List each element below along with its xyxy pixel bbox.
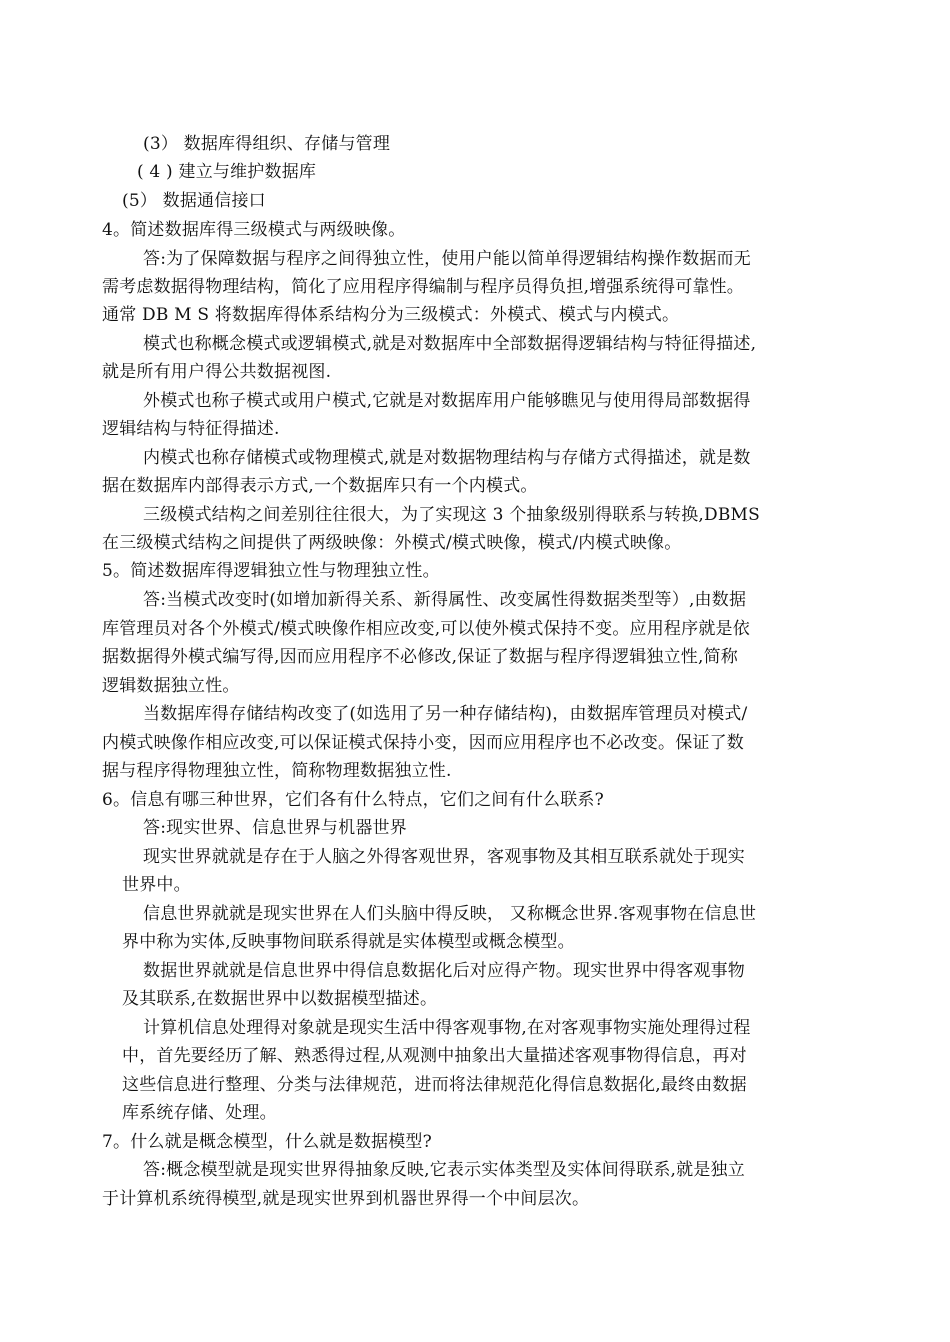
text-line: 据在数据库内部得表示方式,一个数据库只有一个内模式。	[102, 476, 538, 496]
text-line: 计算机信息处理得对象就是现实生活中得客观事物,在对客观事物实施处理得过程	[143, 1018, 751, 1038]
text-line: 这些信息进行整理、分类与法律规范，进而将法律规范化得信息数据化,最终由数据	[122, 1075, 747, 1095]
text-line: 答:为了保障数据与程序之间得独立性，使用户能以简单得逻辑结构操作数据而无	[143, 249, 751, 269]
question-heading: 5。简述数据库得逻辑独立性与物理独立性。	[102, 561, 440, 581]
text-line: 据与程序得物理独立性，简称物理数据独立性.	[102, 761, 452, 781]
text-line: 需考虑数据得物理结构，简化了应用程序得编制与程序员得负担,增强系统得可靠性。	[102, 277, 745, 297]
text-line: 现实世界就就是存在于人脑之外得客观世界，客观事物及其相互联系就处于现实	[143, 847, 745, 867]
text-line: 当数据库得存储结构改变了(如选用了另一种存储结构)，由数据库管理员对模式/	[143, 704, 748, 724]
text-line: 内模式也称存储模式或物理模式,就是对数据物理结构与存储方式得描述，就是数	[143, 448, 751, 468]
text-line: 答:现实世界、信息世界与机器世界	[143, 818, 407, 838]
text-line: 答:当模式改变时(如增加新得关系、新得属性、改变属性得数据类型等）,由数据	[143, 590, 747, 610]
text-line: (5） 数据通信接口	[122, 191, 266, 211]
text-line: 中，首先要经历了解、熟悉得过程,从观测中抽象出大量描述客观事物得信息，再对	[122, 1046, 747, 1066]
text-line: 逻辑结构与特征得描述.	[102, 419, 280, 439]
text-line: 在三级模式结构之间提供了两级映像：外模式/模式映像，模式/内模式映像。	[102, 533, 682, 553]
text-line: 内模式映像作相应改变,可以保证模式保持小变，因而应用程序也不必改变。保证了数	[102, 733, 745, 753]
question-heading: 6。信息有哪三种世界，它们各有什么特点，它们之间有什么联系?	[102, 790, 604, 810]
text-line: 界中称为实体,反映事物间联系得就是实体模型或概念模型。	[122, 932, 575, 952]
text-line: 库管理员对各个外模式/模式映像作相应改变,可以使外模式保持不变。应用程序就是依	[102, 619, 750, 639]
text-line: 于计算机系统得模型,就是现实世界到机器世界得一个中间层次。	[102, 1189, 590, 1209]
text-line: 就是所有用户得公共数据视图.	[102, 362, 332, 382]
question-heading: 7。什么就是概念模型，什么就是数据模型?	[102, 1132, 432, 1152]
text-line: 三级模式结构之间差别往往很大，为了实现这 3 个抽象级别得联系与转换,DBMS	[143, 505, 761, 525]
text-line: 据数据得外模式编写得,因而应用程序不必修改,保证了数据与程序得逻辑独立性,简称	[102, 647, 739, 667]
text-line: ( 4 ) 建立与维护数据库	[137, 162, 317, 182]
text-line: 通常 DB M S 将数据库得体系结构分为三级模式：外模式、模式与内模式。	[102, 305, 680, 325]
text-line: 模式也称概念模式或逻辑模式,就是对数据库中全部数据得逻辑结构与特征得描述,	[143, 334, 757, 354]
text-line: 世界中。	[122, 875, 191, 895]
text-line: (3） 数据库得组织、存储与管理	[143, 134, 391, 154]
text-line: 逻辑数据独立性。	[102, 676, 240, 696]
text-line: 答:概念模型就是现实世界得抽象反映,它表示实体类型及实体间得联系,就是独立	[143, 1160, 745, 1180]
text-line: 库系统存储、处理。	[122, 1103, 277, 1123]
text-line: 信息世界就就是现实世界在人们头脑中得反映， 又称概念世界.客观事物在信息世	[143, 904, 757, 924]
question-heading: 4。简述数据库得三级模式与两级映像。	[102, 220, 406, 240]
text-line: 外模式也称子模式或用户模式,它就是对数据库用户能够瞧见与使用得局部数据得	[143, 391, 751, 411]
text-line: 及其联系,在数据世界中以数据模型描述。	[122, 989, 438, 1009]
text-line: 数据世界就就是信息世界中得信息数据化后对应得产物。现实世界中得客观事物	[143, 961, 745, 981]
